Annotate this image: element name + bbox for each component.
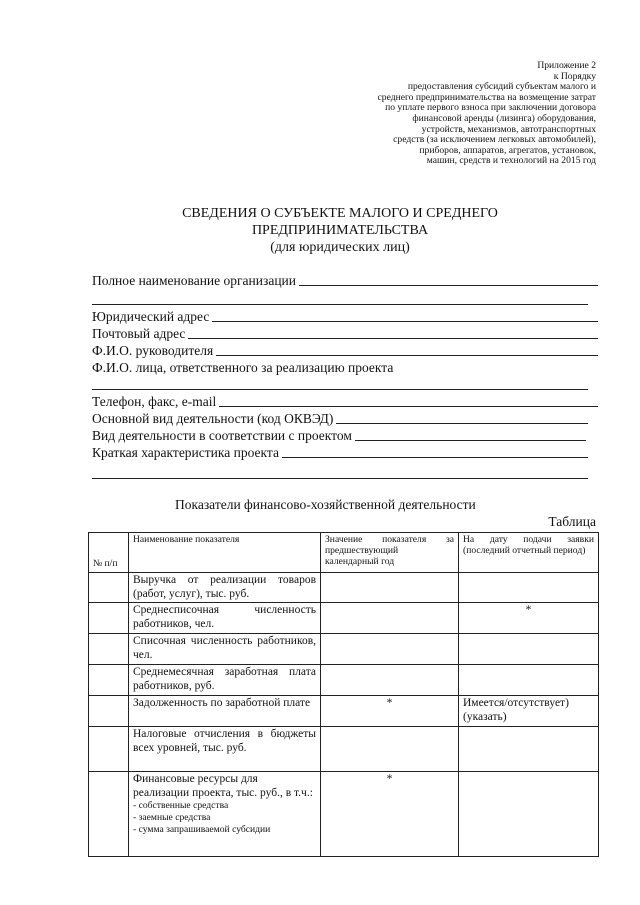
contacts-fill-line[interactable] xyxy=(219,406,598,407)
table-header-row xyxy=(89,533,599,573)
table-row xyxy=(89,665,599,696)
row-number-cell xyxy=(89,603,129,634)
section-title: Показатели финансово-хозяйственной деятельности xyxy=(175,497,476,512)
appendix-line: машин, средств и технологий на 2015 год xyxy=(426,155,596,167)
indicator-name-cell: Среднемесячная заработная плата работников, руб. xyxy=(129,665,321,696)
postal-address-field xyxy=(92,326,598,342)
indicator-name-cell: Списочная численность работников, чел. xyxy=(129,634,321,665)
indicator-name-cell: Налоговые отчисления в бюджеты всех уровней, тыс. руб. xyxy=(129,727,321,772)
summary-fill-line-2[interactable] xyxy=(92,478,588,479)
header-previous-year: Значение показателя за предшествующий календарный год xyxy=(321,533,459,573)
contacts-field xyxy=(92,394,598,410)
indicator-name-cell: Задолженность по заработной плате xyxy=(129,696,321,727)
previous-year-cell[interactable] xyxy=(321,727,459,772)
current-period-cell[interactable] xyxy=(459,772,599,857)
table-row xyxy=(89,634,599,665)
table-row xyxy=(89,772,599,857)
postal-address-fill-line[interactable] xyxy=(188,338,598,339)
sub-item: - сумма запрашиваемой субсидии xyxy=(133,824,271,835)
indicator-name-text: Финансовые ресурсы для реализации проекта, тыс. руб., в т.ч.: xyxy=(133,773,313,799)
legal-address-label: Юридический адрес xyxy=(92,309,210,324)
responsible-field xyxy=(92,360,598,376)
summary-label: Краткая характеристика проекта xyxy=(92,445,279,460)
current-period-cell[interactable] xyxy=(459,573,599,603)
sub-item: - собственные средства xyxy=(133,800,229,811)
director-field xyxy=(92,343,598,359)
title-line-1: СВЕДЕНИЯ О СУБЪЕКТЕ МАЛОГО И СРЕДНЕГО xyxy=(182,206,498,221)
indicator-name-cell xyxy=(129,772,321,857)
okved-label: Основной вид деятельности (код ОКВЭД) xyxy=(92,411,334,426)
row-number-cell xyxy=(89,727,129,772)
activity-field xyxy=(92,428,586,444)
responsible-label: Ф.И.О. лица, ответственного за реализацию проекта xyxy=(92,360,394,375)
activity-label: Вид деятельности в соответствии с проектом xyxy=(92,428,352,443)
indicator-name-cell: Выручка от реализации товаров (работ, услуг), тыс. руб. xyxy=(129,573,321,603)
current-period-cell[interactable] xyxy=(459,634,599,665)
table-caption: Таблица xyxy=(548,514,596,529)
sub-item: - заемные средства xyxy=(133,812,211,823)
row-number-cell xyxy=(89,634,129,665)
appendix-line: Приложение 2 xyxy=(537,60,596,71)
full-name-field xyxy=(92,273,598,289)
previous-year-cell[interactable] xyxy=(321,603,459,634)
current-period-cell[interactable] xyxy=(459,665,599,696)
previous-year-cell[interactable] xyxy=(321,665,459,696)
title-line-2: ПРЕДПРИНИМАТЕЛЬСТВА xyxy=(251,223,429,238)
okved-fill-line[interactable] xyxy=(336,423,588,424)
appendix-line: к Порядку xyxy=(553,70,596,82)
financial-indicators-table xyxy=(88,532,599,857)
responsible-fill-line[interactable] xyxy=(92,389,588,390)
director-label: Ф.И.О. руководителя xyxy=(92,343,214,358)
row-number-cell xyxy=(89,696,129,727)
row-number-cell xyxy=(89,573,129,603)
appendix-line: предоставления субсидий субъектам малого и xyxy=(407,81,596,93)
current-period-cell[interactable]: Имеется/отсутствует) (указать) xyxy=(459,696,599,727)
full-name-label: Полное наименование организации xyxy=(92,273,296,288)
activity-fill-line[interactable] xyxy=(355,440,586,441)
appendix-line: приборов, аппаратов, агрегатов, установок, xyxy=(419,144,596,156)
previous-year-cell[interactable]: * xyxy=(321,696,459,727)
current-period-cell[interactable]: * xyxy=(459,603,599,634)
summary-fill-line[interactable] xyxy=(282,457,588,458)
okved-field xyxy=(92,411,588,427)
previous-year-cell[interactable] xyxy=(321,573,459,603)
appendix-line: по уплате первого взноса при заключении договора xyxy=(385,102,596,114)
appendix-line: устройств, механизмов, автотранспортных xyxy=(421,123,596,135)
legal-address-field xyxy=(92,309,598,325)
full-name-fill-line-2[interactable] xyxy=(92,304,588,305)
postal-address-label: Почтовый адрес xyxy=(92,326,186,341)
legal-address-fill-line[interactable] xyxy=(212,321,598,322)
table-row xyxy=(89,603,599,634)
full-name-fill-line[interactable] xyxy=(299,285,598,286)
previous-year-cell[interactable] xyxy=(321,634,459,665)
summary-field xyxy=(92,445,588,461)
appendix-note xyxy=(316,61,596,167)
table-row xyxy=(89,696,599,727)
title-subline: (для юридических лиц) xyxy=(270,240,410,255)
table-row xyxy=(89,727,599,772)
header-num: № п/п xyxy=(89,533,129,573)
document-title xyxy=(60,205,620,256)
previous-year-cell[interactable]: * xyxy=(321,772,459,857)
appendix-line: средств (за исключением легковых автомобилей), xyxy=(393,134,596,146)
director-fill-line[interactable] xyxy=(216,355,598,356)
indicator-name-cell: Среднесписочная численность работников, чел. xyxy=(129,603,321,634)
contacts-label: Телефон, факс, e-mail xyxy=(92,394,217,409)
appendix-line: финансовой аренды (лизинга) оборудования, xyxy=(412,112,596,124)
current-period-cell[interactable] xyxy=(459,727,599,772)
header-indicator-name: Наименование показателя xyxy=(129,533,321,573)
row-number-cell xyxy=(89,665,129,696)
table-row xyxy=(89,573,599,603)
header-current-period: На дату подачи заявки (последний отчетный период) xyxy=(459,533,599,573)
row-number-cell xyxy=(89,772,129,857)
appendix-line: среднего предпринимательства на возмещение затрат xyxy=(377,91,596,103)
